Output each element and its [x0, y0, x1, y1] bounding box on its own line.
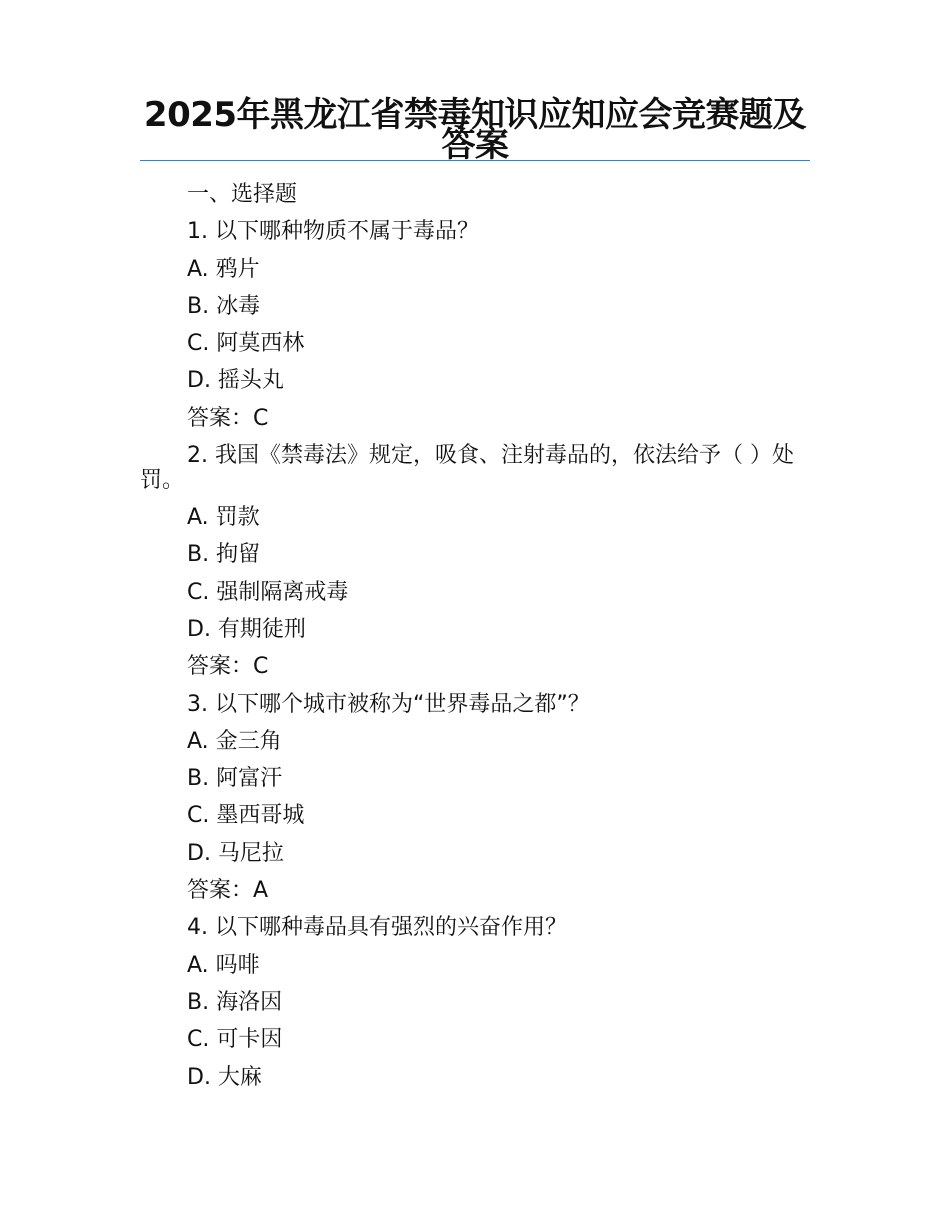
- option-d: D. 马尼拉: [187, 840, 284, 866]
- question-stem: 3. 以下哪个城市被称为“世界毒品之都”？: [187, 691, 590, 717]
- question-block: [140, 437, 810, 685]
- question-stem: 2. 我国《禁毒法》规定，吸食、注射毒品的，依法给予（ ）处罚。: [140, 443, 794, 494]
- document-title: 2025年黑龙江省禁毒知识应知应会竞赛题及答案: [143, 95, 807, 165]
- option-c: C. 强制隔离戒毒: [187, 579, 349, 605]
- option-b: B. 海洛因: [187, 989, 283, 1015]
- option-d: D. 大麻: [187, 1064, 262, 1090]
- option-c: C. 可卡因: [187, 1027, 283, 1053]
- document-body: [140, 176, 810, 1096]
- question-stem: 1. 以下哪种物质不属于毒品？: [187, 219, 479, 245]
- option-b: B. 阿富汗: [187, 766, 283, 792]
- answer-line: 答案：A: [187, 878, 269, 904]
- option-b: B. 冰毒: [187, 293, 261, 319]
- option-a: A. 鸦片: [187, 256, 260, 282]
- question-block: [140, 213, 810, 437]
- option-b: B. 拘留: [187, 542, 261, 568]
- option-a: A. 金三角: [187, 728, 282, 754]
- option-c: C. 墨西哥城: [187, 803, 305, 829]
- question-block: [140, 686, 810, 910]
- option-a: A. 吗啡: [187, 952, 260, 978]
- option-c: C. 阿莫西林: [187, 331, 305, 357]
- title-underline: [140, 160, 810, 161]
- answer-line: 答案：C: [187, 405, 269, 431]
- answer-line: 答案：C: [187, 654, 269, 680]
- option-a: A. 罚款: [187, 505, 260, 531]
- option-d: D. 有期徒刑: [187, 616, 306, 642]
- option-d: D. 摇头丸: [187, 368, 284, 394]
- question-stem: 4. 以下哪种毒品具有强烈的兴奋作用？: [187, 915, 567, 941]
- section-heading: 一、选择题: [187, 182, 298, 207]
- question-block: [140, 909, 810, 1095]
